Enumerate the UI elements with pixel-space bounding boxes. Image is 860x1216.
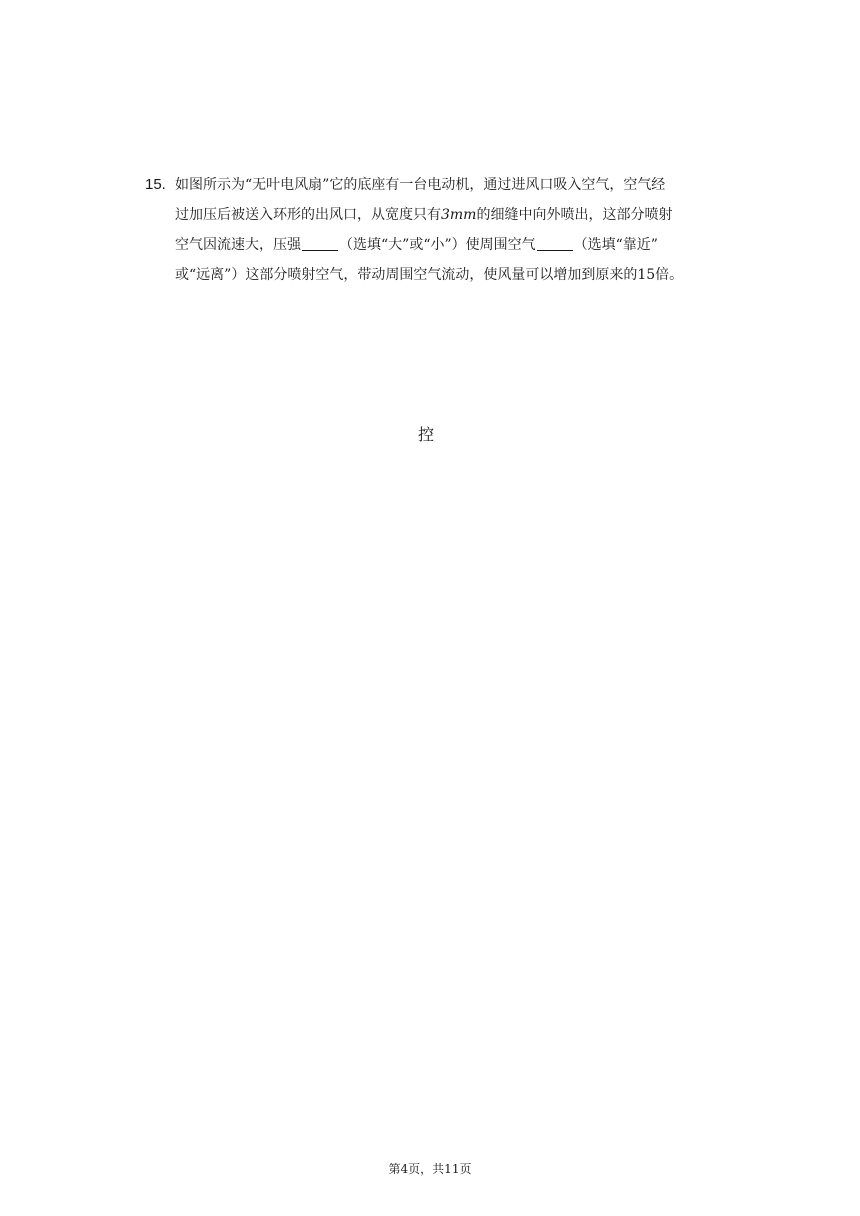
question-line-1: 如图所示为“无叶电风扇”它的底座有一台电动机，通过进风口吸入空气，空气经 (175, 177, 666, 193)
question-text (175, 170, 730, 290)
question-line-4: 或“远离”）这部分喷射空气，带动周围空气流动，使风量可以增加到原来的15倍。 (175, 267, 684, 283)
question-line-2 (175, 200, 730, 230)
answer-blank-1[interactable] (302, 234, 338, 251)
answer-blank-2[interactable] (537, 234, 573, 251)
line-2-text-a: 过加压后被送入环形的出风口，从宽度只有 (175, 207, 441, 223)
question-line-3 (175, 230, 730, 260)
line-3-text-a: 空气因流速大，压强 (175, 237, 301, 253)
page-footer: 第4页，共11页 (388, 1162, 472, 1176)
figure-fragment-text: 控 (418, 425, 435, 444)
question-number: 15. (145, 176, 166, 193)
line-3-text-c: （选填“靠近” (573, 237, 658, 253)
line-3-text-b: （选填“大”或“小”）使周围空气 (339, 237, 536, 253)
math-width-value: 3mm (441, 207, 477, 223)
line-2-text-b: 的细缝中向外喷出，这部分喷射 (476, 207, 673, 223)
